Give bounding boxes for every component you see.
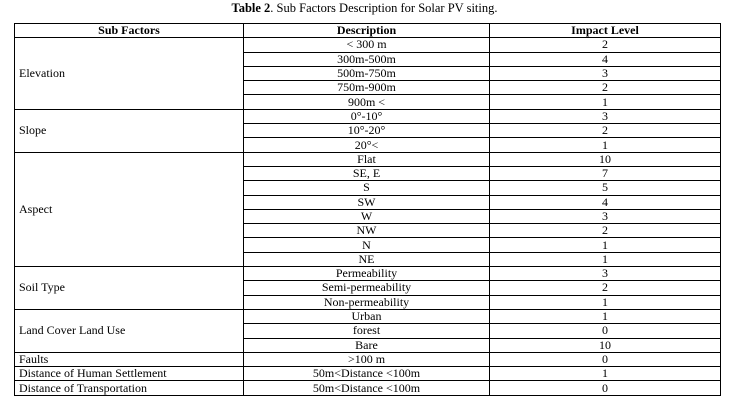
impact-level-cell: 0	[490, 324, 721, 338]
impact-level-cell: 2	[490, 124, 721, 138]
description-cell: 300m-500m	[244, 52, 490, 66]
table-row	[15, 309, 721, 323]
impact-level-cell: 7	[490, 166, 721, 180]
description-cell: N	[244, 238, 490, 252]
description-cell: W	[244, 209, 490, 223]
sub-factor-cell: Soil Type	[15, 267, 244, 310]
impact-level-cell: 1	[490, 95, 721, 109]
table-caption-text: . Sub Factors Description for Solar PV siting.	[270, 1, 498, 15]
description-cell: 20°<	[244, 138, 490, 152]
sub-factor-cell: Aspect	[15, 152, 244, 266]
impact-level-cell: 0	[490, 381, 721, 395]
table-caption	[0, 1, 729, 15]
sub-factor-cell: Land Cover Land Use	[15, 309, 244, 352]
impact-level-cell: 3	[490, 267, 721, 281]
table-row	[15, 381, 721, 395]
header-description: Description	[244, 24, 490, 38]
description-cell: S	[244, 181, 490, 195]
description-cell: Permeability	[244, 267, 490, 281]
header-sub-factors: Sub Factors	[15, 24, 244, 38]
description-cell: 900m <	[244, 95, 490, 109]
impact-level-cell: 3	[490, 109, 721, 123]
description-cell: Non-permeability	[244, 295, 490, 309]
impact-level-cell: 1	[490, 138, 721, 152]
sub-factor-cell: Elevation	[15, 38, 244, 109]
description-cell: NE	[244, 252, 490, 266]
description-cell: Flat	[244, 152, 490, 166]
sub-factor-cell: Slope	[15, 109, 244, 152]
impact-level-cell: 3	[490, 66, 721, 80]
sub-factor-cell: Faults	[15, 352, 244, 366]
table-row	[15, 367, 721, 381]
table-body	[15, 38, 721, 395]
impact-level-cell: 10	[490, 152, 721, 166]
description-cell: forest	[244, 324, 490, 338]
description-cell: 10°-20°	[244, 124, 490, 138]
impact-level-cell: 0	[490, 352, 721, 366]
impact-level-cell: 1	[490, 238, 721, 252]
impact-level-cell: 3	[490, 209, 721, 223]
table-row	[15, 152, 721, 166]
header-impact-level: Impact Level	[490, 24, 721, 38]
description-cell: < 300 m	[244, 38, 490, 52]
description-cell: 750m-900m	[244, 81, 490, 95]
description-cell: Urban	[244, 309, 490, 323]
impact-level-cell: 4	[490, 52, 721, 66]
description-cell: 0°-10°	[244, 109, 490, 123]
table-row	[15, 109, 721, 123]
description-cell: 50m<Distance <100m	[244, 367, 490, 381]
impact-level-cell: 2	[490, 281, 721, 295]
sub-factor-cell: Distance of Transportation	[15, 381, 244, 395]
description-cell: 50m<Distance <100m	[244, 381, 490, 395]
impact-level-cell: 2	[490, 81, 721, 95]
description-cell: SW	[244, 195, 490, 209]
impact-level-cell: 5	[490, 181, 721, 195]
impact-level-cell: 10	[490, 338, 721, 352]
table-row	[15, 352, 721, 366]
table-caption-label: Table 2	[231, 1, 271, 15]
description-cell: >100 m	[244, 352, 490, 366]
description-cell: Semi-permeability	[244, 281, 490, 295]
impact-level-cell: 1	[490, 252, 721, 266]
description-cell: 500m-750m	[244, 66, 490, 80]
table-header-row	[15, 24, 721, 38]
sub-factors-table	[14, 23, 721, 396]
impact-level-cell: 1	[490, 295, 721, 309]
description-cell: Bare	[244, 338, 490, 352]
impact-level-cell: 1	[490, 309, 721, 323]
description-cell: NW	[244, 224, 490, 238]
impact-level-cell: 1	[490, 367, 721, 381]
table-row	[15, 38, 721, 52]
table-row	[15, 267, 721, 281]
impact-level-cell: 2	[490, 224, 721, 238]
impact-level-cell: 2	[490, 38, 721, 52]
sub-factor-cell: Distance of Human Settlement	[15, 367, 244, 381]
impact-level-cell: 4	[490, 195, 721, 209]
description-cell: SE, E	[244, 166, 490, 180]
